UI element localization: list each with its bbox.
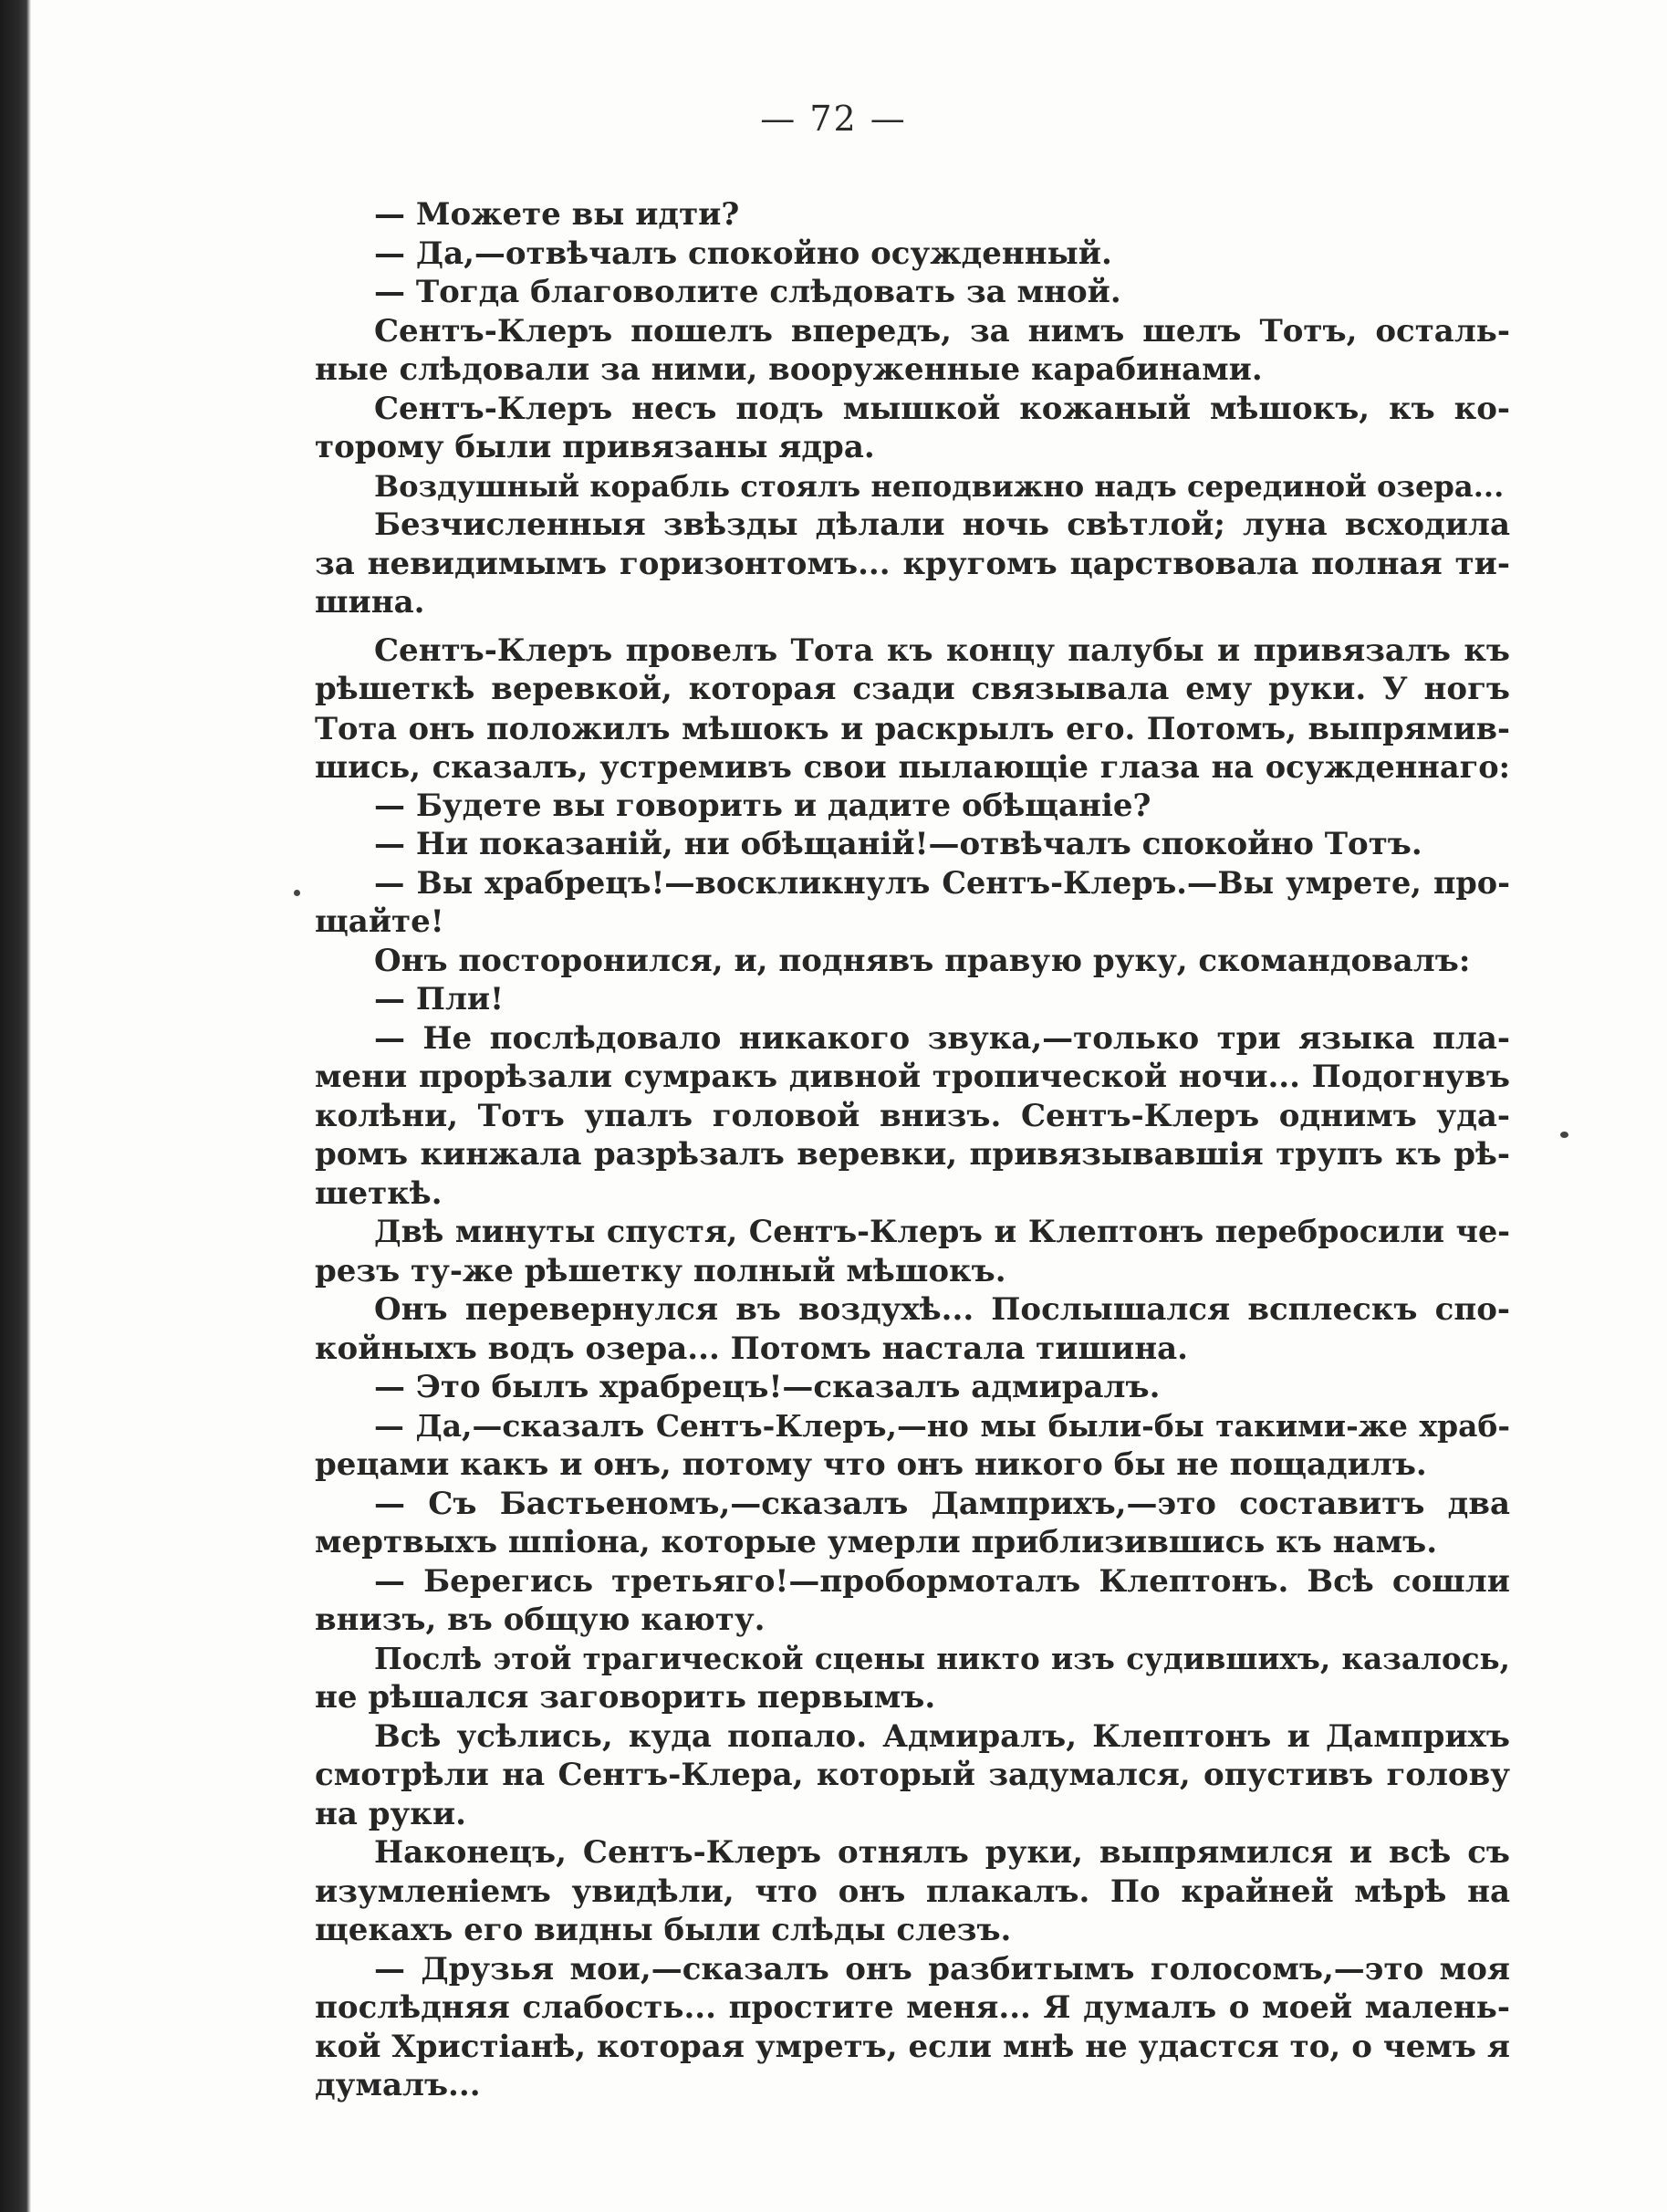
text-line: Воздушный корабль стоялъ неподвижно надъ серединой озера... (374, 468, 1505, 504)
text-line: Сентъ-Клеръ пошелъ впередъ, за нимъ шелъ Тотъ, осталь- (374, 312, 1510, 350)
text-line: рецами какъ и онъ, потому что онъ никого бы не пощадилъ. (315, 1446, 1427, 1483)
text-line: — Не послѣдовало никакого звука,—только три языка пла- (374, 1019, 1510, 1057)
text-line: внизъ, въ общую каюту. (315, 1602, 766, 1638)
text-line: — Ни показаній, ни обѣщаній!—отвѣчалъ спокойно Тотъ. (374, 826, 1422, 862)
text-line: — Берегись третьяго!—пробормоталъ Клептонъ. Всѣ сошли (374, 1562, 1510, 1600)
scan-speck (294, 890, 300, 896)
text-line: — Пли! (374, 981, 505, 1017)
body-text (315, 195, 1510, 2105)
text-line: смотрѣли на Сентъ-Клера, который задумался, опустивъ голову (315, 1757, 1510, 1793)
text-line: щекахъ его видны были слѣды слезъ. (315, 1912, 1012, 1948)
text-line: Онъ посторонился, и, поднявъ правую руку, скомандовалъ: (374, 942, 1471, 979)
text-line: Тота онъ положилъ мѣшокъ и раскрылъ его. Потомъ, выпрямив- (315, 709, 1510, 746)
text-line: ные слѣдовали за ними, вооруженные карабинами. (315, 351, 1263, 388)
text-line: шина. (315, 584, 425, 621)
text-line: — Да,—сказалъ Сентъ-Клеръ,—но мы были-бы такими-же храб- (374, 1407, 1510, 1444)
text-line: Сентъ-Клеръ провелъ Тота къ концу палубы и привязалъ къ (374, 631, 1510, 669)
text-line: — Да,—отвѣчалъ спокойно осужденный. (374, 235, 1112, 272)
scan-edge-shadow (0, 0, 31, 2212)
text-line: мени прорѣзали сумракъ дивной тропической ночи... Подогнувъ (315, 1059, 1510, 1095)
text-line: — Друзья мои,—сказалъ онъ разбитымъ голосомъ,—это моя (374, 1950, 1510, 1988)
text-line: мертвыхъ шпіона, которые умерли приблизившись къ намъ. (315, 1524, 1438, 1560)
text-line: Двѣ минуты спустя, Сентъ-Клеръ и Клептонъ перебросили че- (374, 1214, 1510, 1249)
text-line: думалъ... (315, 2067, 481, 2103)
text-line: не рѣшался заговорить первымъ. (315, 1679, 936, 1716)
text-line: колѣни, Тотъ упалъ головой внизъ. Сентъ-Клеръ однимъ уда- (315, 1097, 1510, 1134)
text-line: Всѣ усѣлись, куда попало. Адмиралъ, Клептонъ и Дамприхъ (374, 1717, 1510, 1755)
text-line: — Тогда благоволите слѣдовать за мной. (374, 274, 1121, 310)
text-line: послѣдняя слабость... простите меня... Я думалъ о моей малень- (315, 1989, 1510, 2026)
text-line: кой Христіанѣ, которая умретъ, если мнѣ не удастся то, о чемъ я (315, 2028, 1510, 2065)
text-line: Наконецъ, Сентъ-Клеръ отнялъ руки, выпрямился и всѣ съ (374, 1834, 1510, 1871)
text-line: — Вы храбрецъ!—воскликнулъ Сентъ-Клеръ.—Вы умрете, про- (374, 864, 1510, 901)
text-line: Сентъ-Клеръ несъ подъ мышкой кожаный мѣшокъ, къ ко- (374, 390, 1510, 427)
text-line: — Будете вы говорить и дадите обѣщаніе? (374, 787, 1151, 824)
text-line: изумленіемъ увидѣли, что онъ плакалъ. По крайней мѣрѣ на (315, 1873, 1510, 1910)
page-number: — 72 — (760, 99, 907, 139)
text-line: шеткѣ. (315, 1174, 443, 1212)
text-line: — Съ Бастьеномъ,—сказалъ Дамприхъ,—это составитъ два (374, 1485, 1510, 1522)
text-line: койныхъ водъ озера... Потомъ настала тишина. (315, 1330, 1188, 1367)
text-line: — Это былъ храбрецъ!—сказалъ адмиралъ. (374, 1369, 1161, 1405)
text-line: Послѣ этой трагической сцены никто изъ судившихъ, казалось, (374, 1640, 1510, 1676)
text-line: за невидимымъ горизонтомъ... кругомъ царствовала полная ти- (315, 545, 1510, 582)
text-line: щайте! (315, 903, 444, 940)
text-line: ромъ кинжала разрѣзалъ веревки, привязывавшія трупъ къ рѣ- (315, 1136, 1510, 1173)
text-line: — Можете вы идти? (374, 196, 740, 233)
text-line: на руки. (315, 1795, 466, 1832)
scan-speck (1560, 1132, 1568, 1138)
text-line: рѣшеткѣ веревкой, которая сзади связывала ему руки. У ногъ (315, 671, 1510, 707)
text-line: торому были привязаны ядра. (315, 429, 875, 465)
text-line: резъ ту-же рѣшетку полный мѣшокъ. (315, 1252, 1006, 1289)
text-line: шись, сказалъ, устремивъ свои пылающіе глаза на осужденнаго: (315, 748, 1510, 785)
text-line: Безчисленныя звѣзды дѣлали ночь свѣтлой; луна всходила (374, 506, 1510, 543)
text-line: Онъ перевернулся въ воздухѣ... Послышался всплескъ спо- (374, 1291, 1510, 1328)
